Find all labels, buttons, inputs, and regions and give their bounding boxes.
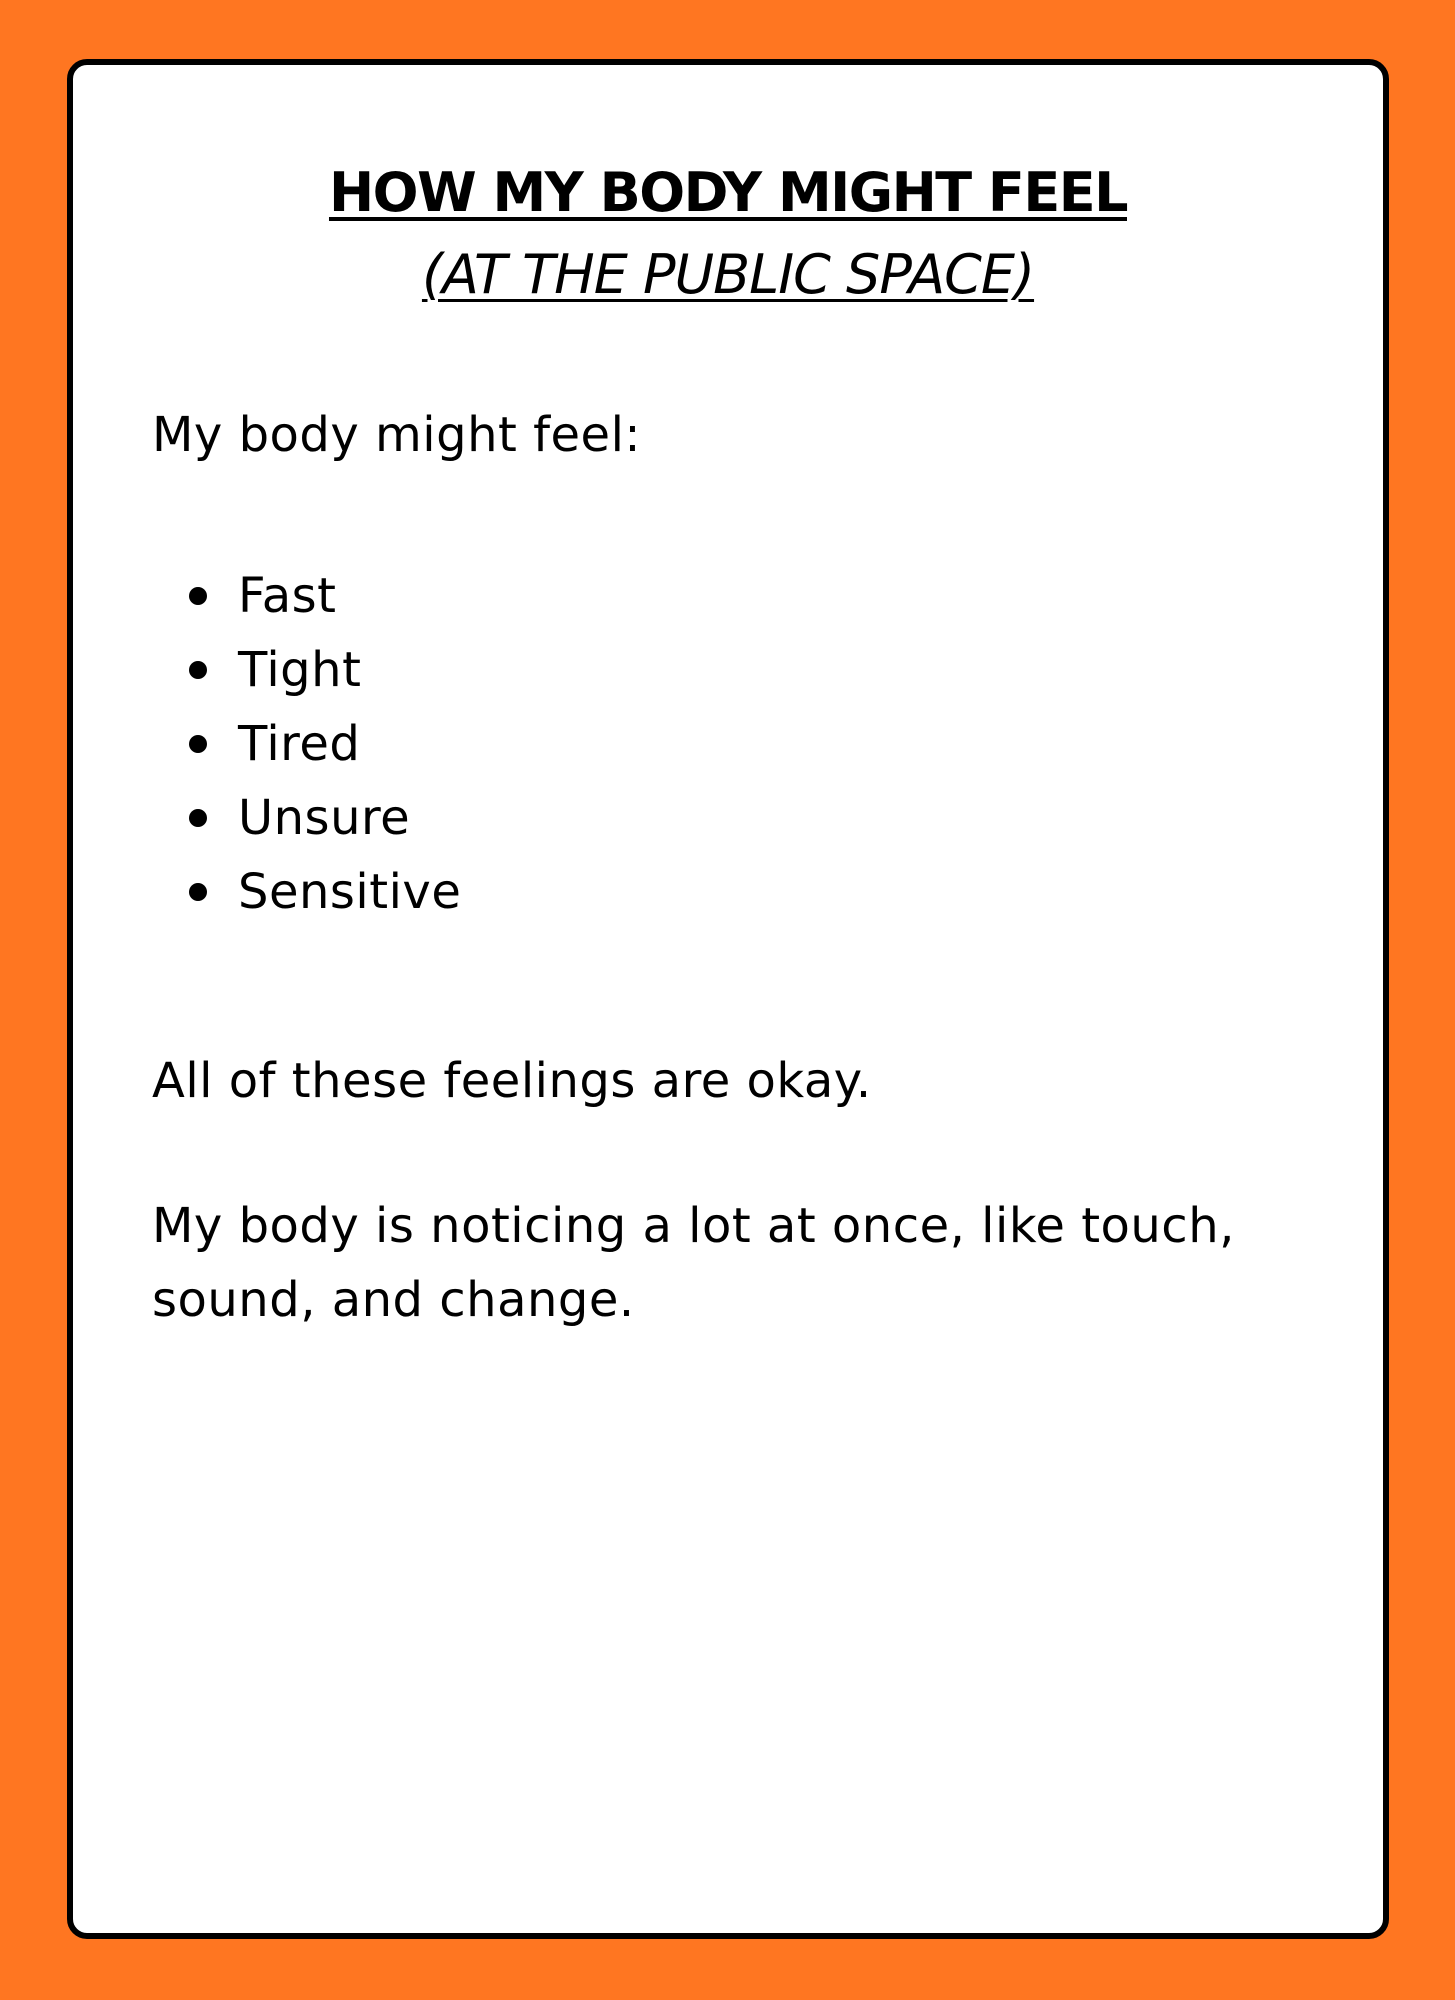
intro-text: My body might feel: <box>152 407 642 463</box>
feelings-list <box>152 559 461 929</box>
list-item <box>152 559 461 633</box>
noticing-text: My body is noticing a lot at once, like touch, sound, and change. <box>152 1198 1235 1328</box>
card-subtitle: (AT THE PUBLIC SPACE) <box>421 243 1035 306</box>
list-item <box>152 707 461 781</box>
feeling-label: Tight <box>238 642 362 698</box>
feeling-label: Fast <box>238 568 337 624</box>
bullet-icon <box>189 883 207 901</box>
feeling-label: Unsure <box>238 790 411 846</box>
bullet-icon <box>189 661 207 679</box>
bullet-icon <box>189 809 207 827</box>
feeling-label: Tired <box>238 716 361 772</box>
bullet-icon <box>189 735 207 753</box>
reassurance-text: All of these feelings are okay. <box>152 1053 872 1109</box>
feeling-label: Sensitive <box>238 864 462 920</box>
feelings-card <box>67 59 1389 1939</box>
list-item <box>152 633 461 707</box>
list-item <box>152 855 461 929</box>
bullet-icon <box>189 587 207 605</box>
card-title: HOW MY BODY MIGHT FEEL <box>328 161 1127 224</box>
list-item <box>152 781 461 855</box>
